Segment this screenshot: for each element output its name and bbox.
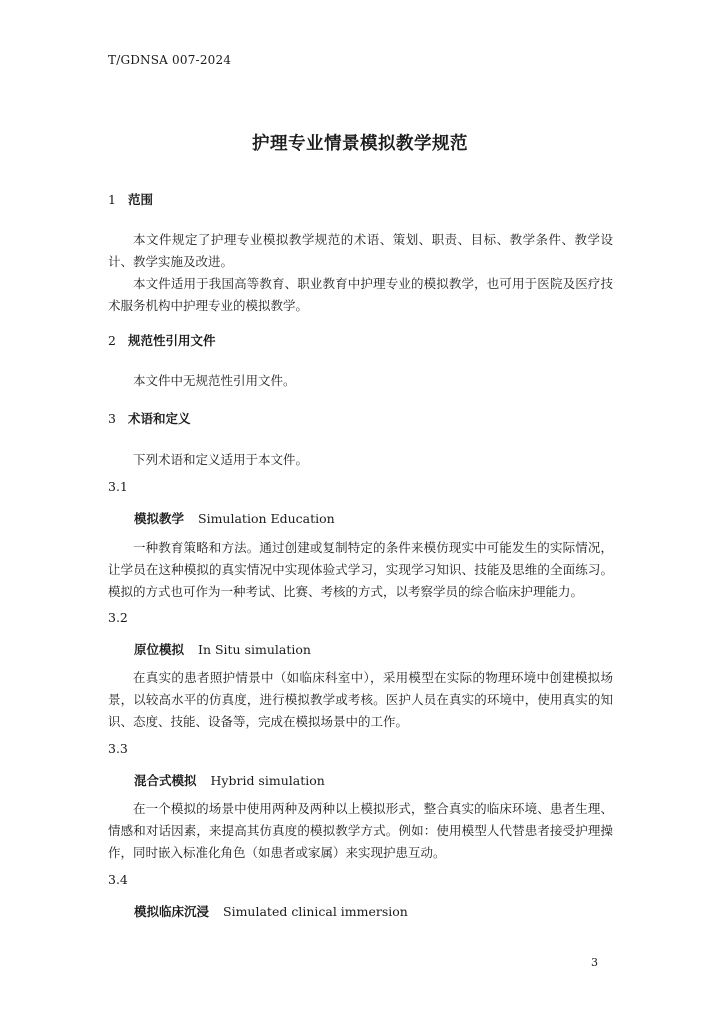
section-heading-terms xyxy=(108,409,190,427)
section-title: 术语和定义 xyxy=(127,411,191,426)
paragraph-normative-references: 本文件中无规范性引用文件。 xyxy=(133,373,296,388)
section-heading-scope xyxy=(108,190,153,208)
term-zh: 原位模拟 xyxy=(134,642,185,657)
section-title: 范围 xyxy=(127,192,153,207)
term-definition: 在一个模拟的场景中使用两种及两种以上模拟形式，整合真实的临床环境、患者生理、情感和对话因素，来提高其仿真度的模拟教学方式。例如：使用模型人代替患者接受护理操作，同时嵌入标准化角色（如患者或家属）来实现护患互动。 xyxy=(108,801,613,860)
section-number: 1 xyxy=(108,192,116,207)
page-number: 3 xyxy=(591,956,598,969)
clause-number: 3.3 xyxy=(108,741,128,756)
section-number: 2 xyxy=(108,333,116,348)
term-heading xyxy=(134,509,335,527)
clause-number: 3.2 xyxy=(108,610,128,625)
term-en: Hybrid simulation xyxy=(210,773,325,788)
document-code: T/GDNSA 007-2024 xyxy=(108,53,232,67)
term-heading xyxy=(134,771,325,789)
paragraph-scope-1: 本文件规定了护理专业模拟教学规范的术语、策划、职责、目标、教学条件、教学设计、教学实施及改进。 xyxy=(108,232,613,269)
section-title: 规范性引用文件 xyxy=(127,333,216,348)
term-heading xyxy=(134,640,311,658)
term-zh: 模拟临床沉浸 xyxy=(134,904,210,919)
term-zh: 模拟教学 xyxy=(134,511,185,526)
term-en: Simulation Education xyxy=(198,511,335,526)
term-definition: 一种教育策略和方法。通过创建或复制特定的条件来模仿现实中可能发生的实际情况，让学员在这种模拟的真实情况中实现体验式学习，实现学习知识、技能及思维的全面练习。模拟的方式也可作为一种考试、比赛、考核的方式，以考察学员的综合临床护理能力。 xyxy=(108,540,613,599)
paragraph-scope-2: 本文件适用于我国高等教育、职业教育中护理专业的模拟教学，也可用于医院及医疗技术服务机构中护理专业的模拟教学。 xyxy=(108,276,613,313)
section-number: 3 xyxy=(108,411,116,426)
clause-number: 3.4 xyxy=(108,872,128,887)
clause-number: 3.1 xyxy=(108,479,128,494)
section-heading-normative-references xyxy=(108,331,215,349)
document-title: 护理专业情景模拟教学规范 xyxy=(252,134,468,154)
paragraph-terms-intro: 下列术语和定义适用于本文件。 xyxy=(133,452,309,467)
term-definition: 在真实的患者照护情景中（如临床科室中），采用模型在实际的物理环境中创建模拟场景，以较高水平的仿真度，进行模拟教学或考核。医护人员在真实的环境中，使用真实的知识、态度、技能、设备等，完成在模拟场景中的工作。 xyxy=(108,670,613,729)
term-en: Simulated clinical immersion xyxy=(223,904,408,919)
term-zh: 混合式模拟 xyxy=(134,773,197,788)
term-en: In Situ simulation xyxy=(198,642,311,657)
term-heading xyxy=(134,902,408,920)
